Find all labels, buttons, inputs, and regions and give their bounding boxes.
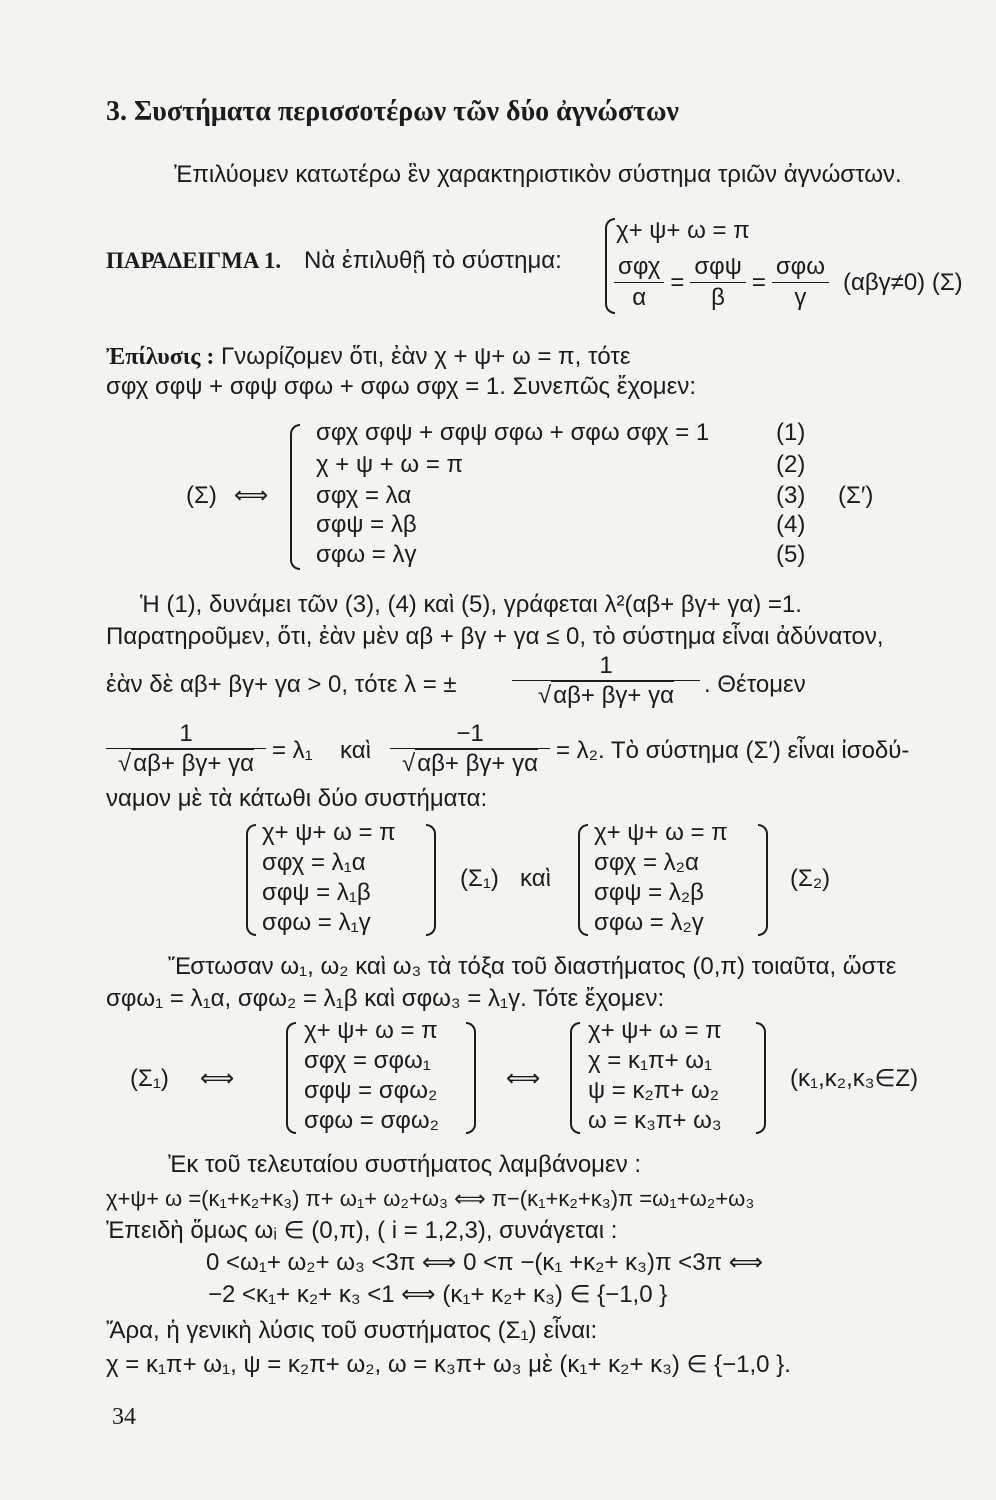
system-brace — [466, 1022, 476, 1134]
system-brace — [756, 1022, 766, 1134]
chain-b-eq: χ = κ₁π+ ω₁ — [588, 1047, 713, 1074]
para-line: . Θέτομεν — [704, 671, 806, 698]
lambda1-label: = λ₁ — [272, 737, 313, 764]
intro-text: Ἐπιλύομεν κατωτέρω ἓν χαρακτηριστικὸν σύστημα τριῶν ἀγνώστων. — [174, 161, 902, 188]
page-number: 34 — [112, 1404, 136, 1430]
para-line: Παρατηροῦμεν, ὅτι, ἐὰν μὲν αβ + βγ + γα ≤ 0, τὸ σύστημα εἶναι ἀδύνατον, — [106, 623, 884, 650]
para3-line: Ἐπειδὴ ὅμως ωᵢ ∈ (0,π), ( i = 1,2,3), συνάγεται : — [106, 1217, 618, 1244]
s2-eq: χ+ ψ+ ω = π — [594, 819, 728, 846]
kai-text: καὶ — [520, 865, 551, 892]
system-eq: σφχ = λα — [316, 482, 412, 509]
chain-a-eq: σφω = σφω₂ — [304, 1107, 439, 1134]
lambda2-fraction: −1 √αβ+ βγ+ γα — [390, 720, 550, 779]
lambda-fraction: 1 √αβ+ βγ+ γα — [512, 652, 700, 711]
eq-number: (5) — [776, 541, 806, 568]
lambda2-label: = λ₂. Τὸ σύστημα (Σ′) εἶναι ἰσοδύ- — [556, 737, 910, 764]
system-eq: σφψ = λβ — [316, 511, 417, 538]
chain-a-eq: σφψ = σφω₂ — [304, 1077, 438, 1104]
chain-b-eq: ω = κ₃π+ ω₃ — [588, 1107, 722, 1134]
s1-label: (Σ₁) — [460, 865, 499, 892]
iff-arrow: ⟺ — [234, 482, 269, 509]
chain-a-eq: σφχ = σφω₁ — [304, 1047, 431, 1074]
s2-eq: σφω = λ₂γ — [594, 909, 704, 936]
eq-number: (2) — [776, 451, 806, 478]
system-brace — [570, 1022, 580, 1134]
eq-number: (4) — [776, 511, 806, 538]
solution-line1: Ἐπίλυσις : Γνωρίζομεν ὅτι, ἐὰν χ + ψ+ ω = π, τότε — [106, 343, 631, 370]
system-brace — [246, 824, 256, 936]
para-line: Ἡ (1), δυνάμει τῶν (3), (4) καὶ (5), γράφεται λ²(αβ+ βγ+ γα) =1. — [140, 591, 802, 618]
s2-label: (Σ₂) — [790, 865, 831, 892]
chain-condition: (κ₁,κ₂,κ₃∈Z) — [790, 1065, 919, 1092]
eq-number: (3) — [776, 482, 806, 509]
s1-eq: σφψ = λ₁β — [262, 879, 371, 906]
eq-number: (1) — [776, 419, 806, 446]
lambda1-fraction: 1 √αβ+ βγ+ γα — [106, 720, 266, 779]
chain-label: (Σ₁) — [130, 1065, 169, 1092]
para3-line: 0 <ω₁+ ω₂+ ω₃ <3π ⟺ 0 <π −(κ₁ +κ₂+ κ₃)π <3π ⟺ — [206, 1249, 764, 1276]
chain-a-eq: χ+ ψ+ ω = π — [304, 1017, 438, 1044]
s1-eq: χ+ ψ+ ω = π — [262, 819, 396, 846]
example-eq1: χ+ ψ+ ω = π — [616, 217, 750, 244]
kai-text: καὶ — [340, 737, 371, 764]
system-brace — [286, 1022, 296, 1134]
iff-arrow: ⟺ — [506, 1065, 541, 1092]
para3-line: Ἐκ τοῦ τελευταίου συστήματος λαμβάνομεν : — [168, 1151, 642, 1178]
chain-b-eq: ψ = κ₂π+ ω₂ — [588, 1077, 720, 1104]
example-label: ΠΑΡΑΔΕΙΓΜΑ 1. — [106, 248, 282, 273]
fraction: $\frac{\text{σφω}}{\gamma}$ — [772, 252, 829, 313]
s1-eq: σφχ = λ₁α — [262, 849, 366, 876]
system-brace — [290, 424, 300, 570]
s2-eq: σφχ = λ₂α — [594, 849, 699, 876]
sigma-label: (Σ) — [186, 482, 217, 509]
iff-arrow: ⟺ — [200, 1065, 235, 1092]
sigma-prime-label: (Σ′) — [838, 482, 874, 509]
s1-eq: σφω = λ₁γ — [262, 909, 371, 936]
system-brace — [758, 824, 768, 936]
example-eq2: $\frac{\text{σφχ}}{\alpha}$ = $\frac{\text{σφψ}}{\beta}$ = $\frac{\text{σφω}}{\gamma}$ (αβγ≠0) (Σ) — [614, 252, 963, 313]
para3-line: −2 <κ₁+ κ₂+ κ₃ <1 ⟺ (κ₁+ κ₂+ κ₃) ∈ {−1,0 } — [208, 1281, 668, 1308]
solution-line2: σφχ σφψ + σφψ σφω + σφω σφχ = 1. Συνεπῶς ἔχομεν: — [106, 373, 696, 400]
system-brace — [426, 824, 436, 936]
para3-line: Ἄρα, ἡ γενικὴ λύσις τοῦ συστήματος (Σ₁) εἶναι: — [106, 1317, 598, 1344]
system-eq: χ + ψ + ω = π — [316, 451, 464, 478]
section-title: 3. Συστήματα περισσοτέρων τῶν δύο ἀγνώστων — [106, 96, 679, 127]
system-eq: σφχ σφψ + σφψ σφω + σφω σφχ = 1 — [316, 419, 710, 446]
para2-line: Ἔστωσαν ω₁, ω₂ καὶ ω₃ τὰ τόξα τοῦ διαστήματος (0,π) τοιαῦτα, ὥστε — [168, 953, 897, 980]
chain-b-eq: χ+ ψ+ ω = π — [588, 1017, 722, 1044]
para-line: ἐὰν δὲ αβ+ βγ+ γα > 0, τότε λ = ± — [106, 671, 457, 698]
system-brace — [578, 824, 588, 936]
fraction: $\frac{\text{σφχ}}{\alpha}$ — [614, 252, 664, 313]
para-line: ναμον μὲ τὰ κάτωθι δύο συστήματα: — [106, 785, 488, 812]
example-text: Νὰ ἐπιλυθῇ τὸ σύστημα: — [304, 247, 562, 274]
para3-line: χ = κ₁π+ ω₁, ψ = κ₂π+ ω₂, ω = κ₃π+ ω₃ μὲ (κ₁+ κ₂+ κ₃) ∈ {−1,0 }. — [106, 1351, 791, 1378]
para3-line: χ+ψ+ ω =(κ₁+κ₂+κ₃) π+ ω₁+ ω₂+ω₃ ⟺ π−(κ₁+κ₂+κ₃)π =ω₁+ω₂+ω₃ — [106, 1186, 755, 1211]
para2-line: σφω₁ = λ₁α, σφω₂ = λ₁β καὶ σφω₃ = λ₁γ. Τότε ἔχομεν: — [106, 985, 665, 1012]
fraction: $\frac{\text{σφψ}}{\beta}$ — [690, 252, 745, 313]
system-eq: σφω = λγ — [316, 541, 417, 568]
s2-eq: σφψ = λ₂β — [594, 879, 704, 906]
